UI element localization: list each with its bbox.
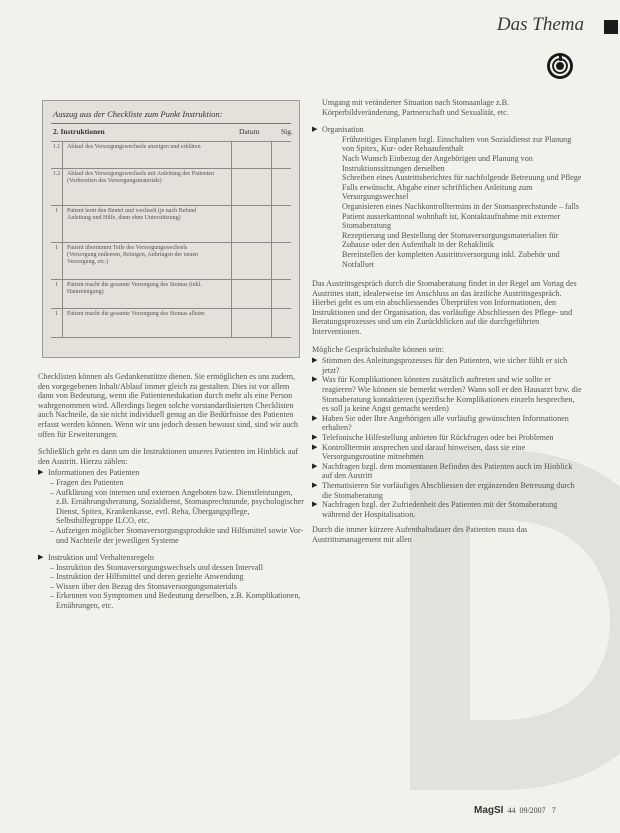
- checklist-row-text: Patient macht die gesamte Versorgung des Stomas alleine: [67, 311, 205, 317]
- sub-list-item: Bereitstellen der kompletten Austrittsversorgung inkl. Zubehör und Notfallset: [342, 249, 560, 269]
- arrow-bullet-icon: ▶: [312, 461, 318, 470]
- paragraph: Mögliche Gesprächsinhalte können sein:: [312, 344, 444, 354]
- sub-list-item: Frühzeitiges Einplanen bzgl. Einschalten von Sozialdienst zur Planung von Spitex, Kur- oder Rehaaufenthalt: [342, 134, 572, 154]
- checklist-row-text: Patient lernt den Beutel und wechselt (je nach Befund Anleitung und Hilfe, dann ohne Unterstützung): [67, 208, 197, 222]
- arrow-bullet-icon: ▶: [312, 375, 318, 384]
- arrow-bullet-icon: ▶: [38, 468, 44, 477]
- checklist-row-mark: 1: [51, 309, 63, 337]
- list-item-label: Thematisieren Sie vorläufiges Abschliessen der ergänzenden Betreuung durch die Stomaberatung: [322, 480, 575, 500]
- list-item-label: Was für Komplikationen könnten zusätzlich auftreten und wie sollte er reagieren? Wie können sie bemerkt werden? Wann soll er den Hausarzt bzw. die Stomaberatung kontaktieren (spezifische Komplikationen einzeln besprechen, es soll ja keine Angst gemacht werden): [322, 375, 582, 414]
- page-number: 7: [551, 806, 556, 815]
- checklist-row: [51, 141, 291, 168]
- arrow-bullet-icon: ▶: [312, 500, 318, 509]
- checklist-header: [51, 127, 291, 139]
- arrow-bullet-icon: ▶: [312, 356, 318, 365]
- paragraph: Umgang mit veränderter Situation nach Stomaanlage z.B. Körperbildveränderung, Partnerschaft und Sexualität, etc.: [322, 98, 510, 117]
- list-item: [312, 125, 582, 269]
- checklist-row-text: Patient macht die gesamte Versorgung des Stomas (inkl. Hautreinigung): [67, 282, 202, 296]
- checklist-row-text: Ablauf des Versorgungswechsels mit Anleitung des Patienten (Vorbereiten des Versorgungsmaterials): [67, 171, 215, 185]
- sub-list-item: Falls erwünscht, Abgabe einer schriftlichen Anleitung zum Versorgungswechsel: [342, 182, 533, 202]
- organisation-list: [312, 125, 582, 269]
- arrow-bullet-icon: ▶: [312, 442, 318, 451]
- checklist-divider: [51, 123, 291, 124]
- spiral-logo-icon: [546, 52, 574, 80]
- checklist-col-date: Datum: [239, 127, 260, 136]
- paragraph: Checklisten können als Gedankenstütze dienen. Sie ermöglichen es uns zudem, den vorgegebenen Inhalt/Ablauf immer gleich zu gestalten. Dies ist vor allem dann von Bedeutung, wenn die Patientenedukation durch mehr als eine Person wahrgenommen wird. Allerdings liegen solche vorstandardisierten Checklisten auch Nachteile, da sie nicht individuell genug an die Bedürfnisse des Patienten erfasst werden können. Wenn wir uns jedoch dessen bewusst sind, sind wir auch offen für Erweiterungen.: [38, 372, 298, 439]
- list-item: [312, 414, 582, 433]
- sub-list-item: – Aufklärung von internen und externen Angeboten bzw. Dienstleistungen, z.B. Ernährungsberatung, Sozialdienst, Stomasprechstunde, psychologischer Dienst, Spitex, Krankenkasse, evtl. Reha, Übergangspflege, Selbsthilfegruppe ILCO, etc.: [50, 487, 304, 526]
- paragraph: Das Austrittsgespräch durch die Stomaberatung findet in der Regel am Vortag des Austrittes statt, idealerweise im Anschluss an das ärztliche Austrittsgespräch. Hierbei geht es um ein abschliessendes Überprüfen von Informationen, den Instruktionen und der Organisation, das vorläufige Abschliessen des Pflege- und Beratungsprozesses und um ein Zurückblicken auf die durchgeführten Interventionen.: [312, 279, 577, 337]
- checklist-row-text: Patient übernimmt Teile des Versorgungswechsels (Versorgung entleeren, Reinigen, Anbringen der neuen Versorgung, etc.): [67, 245, 199, 266]
- list-item-label: Telefonische Hilfestellung anbieten für Rückfragen oder bei Problemen: [322, 433, 554, 442]
- list-item: [312, 481, 582, 500]
- paragraph: Schließlich geht es dann um die Instruktionen unseres Patienten im Hinblick auf den Austritt. Hierzu zählen:: [38, 447, 299, 466]
- list-item: [312, 433, 582, 443]
- list-item: [312, 443, 582, 462]
- conversation-list: [312, 356, 582, 519]
- checklist-row-mark: 1: [51, 280, 63, 308]
- checklist-title: Auszug aus der Checkliste zum Punkt Instruktion:: [53, 109, 223, 119]
- arrow-bullet-icon: ▶: [312, 433, 318, 441]
- list-item: [312, 462, 582, 481]
- sub-list: [48, 563, 306, 611]
- sub-list-item: – Fragen des Patienten: [50, 477, 124, 487]
- issue-number: 44: [507, 806, 516, 815]
- paragraph: Durch die immer kürzere Aufenthaltsdauer des Patienten muss das Austrittsmanagement mit allen: [312, 525, 528, 544]
- sub-list-item: – Instruktion des Stomaversorgungswechsels und dessen Intervall: [50, 562, 263, 572]
- arrow-bullet-icon: ▶: [312, 480, 318, 489]
- list-item-label: Nachfragen bzgl. dem momentanen Befinden des Patienten auch im Hinblick auf den Austritt: [322, 461, 573, 481]
- right-column: [312, 98, 582, 553]
- page-footer: [474, 805, 556, 816]
- list-item-label: Haben Sie oder Ihre Angehörigen alle vorläufig gewünschten Informationen erhalten?: [322, 413, 569, 433]
- list-item-label: Kontrolltermin ansprechen und darauf hinweisen, dass sie eine Versorgungsroutine mitnehmen: [322, 442, 526, 462]
- checklist-row: [51, 205, 291, 242]
- header-title: Das Thema: [496, 14, 584, 35]
- left-column: [38, 372, 306, 617]
- checklist-row-mark: 1.1: [51, 142, 63, 168]
- list-item-label: Nachfragen bzgl. der Zufriedenheit des Patienten mit der Stomaberatung während der Hospitalisation.: [322, 500, 558, 519]
- checklist-row: [51, 168, 291, 205]
- sub-list-item: Nach Wunsch Einbezug der Angehörigen und Planung von Instruktionssitzungen derselben: [342, 153, 533, 173]
- instruction-list: [38, 468, 306, 610]
- list-item: [312, 375, 582, 413]
- sub-list: [322, 135, 582, 269]
- checklist-row-mark: 1: [51, 206, 63, 242]
- sub-list-item: Rezeptierung und Bestellung der Stomaversorgungsmaterialien für Zuhause oder den Aufenthalt in der Rehaklinik: [342, 230, 559, 250]
- sub-list-item: – Wissen über den Bezug des Stomaversorgungsmaterials: [50, 581, 237, 591]
- checklist-rows: [51, 141, 291, 338]
- checklist-row-text: Ablauf des Versorgungswechsels anzeigen und erklären: [67, 144, 201, 150]
- list-item-label: Instruktion und Verhaltensregeln: [48, 553, 154, 563]
- checklist-row: [51, 242, 291, 279]
- arrow-bullet-icon: ▶: [38, 553, 44, 562]
- magazine-brand: MagSI: [474, 805, 504, 816]
- checklist-col-item: 2. Instruktionen: [53, 127, 105, 136]
- checklist-row: [51, 308, 291, 338]
- checklist-row-mark: 1.2: [51, 169, 63, 205]
- issue-date: 09/2007: [519, 806, 546, 815]
- arrow-bullet-icon: ▶: [312, 413, 318, 422]
- list-item: [312, 356, 582, 375]
- checklist-box: [42, 100, 300, 358]
- sub-list-item: Organisieren eines Nachkontrolltermins in der Stomasprechstunde – falls Patient ausserkantonal wohnhaft ist, Kontaktaufnahme mit externer Stomaberatung: [342, 201, 579, 231]
- list-item: [38, 553, 306, 611]
- list-item-label: Stimmen des Anleitungsprozesses für den Patienten, wie sicher fühlt er sich jetzt?: [322, 356, 568, 375]
- list-item-label: Organisation: [322, 125, 364, 135]
- sub-list-item: – Erkennen von Symptomen und Bedeutung derselben, z.B. Komplikationen, Ernährungen, etc.: [50, 591, 301, 611]
- arrow-bullet-icon: ▶: [312, 125, 318, 134]
- checklist-col-sign: Sig.: [281, 127, 293, 136]
- list-item: [312, 500, 582, 519]
- list-item: [38, 468, 306, 545]
- sub-list-item: Schreiben eines Austrittsberichtes für nachfolgende Betreuung und Pflege: [342, 173, 582, 183]
- sub-list-item: – Instruktion der Hilfsmittel und deren gezielte Anwendung: [50, 572, 244, 582]
- list-item-label: Informationen des Patienten: [48, 468, 140, 478]
- checklist-row-mark: 1: [51, 243, 63, 279]
- sub-list-item: – Aufzeigen möglicher Stomaversorgungsprodukte und Hilfsmittel sowie Vor- und Nachteile der jeweiligen Systeme: [50, 525, 304, 545]
- sub-list: [48, 478, 306, 545]
- header-block: [604, 20, 618, 34]
- checklist-row: [51, 279, 291, 308]
